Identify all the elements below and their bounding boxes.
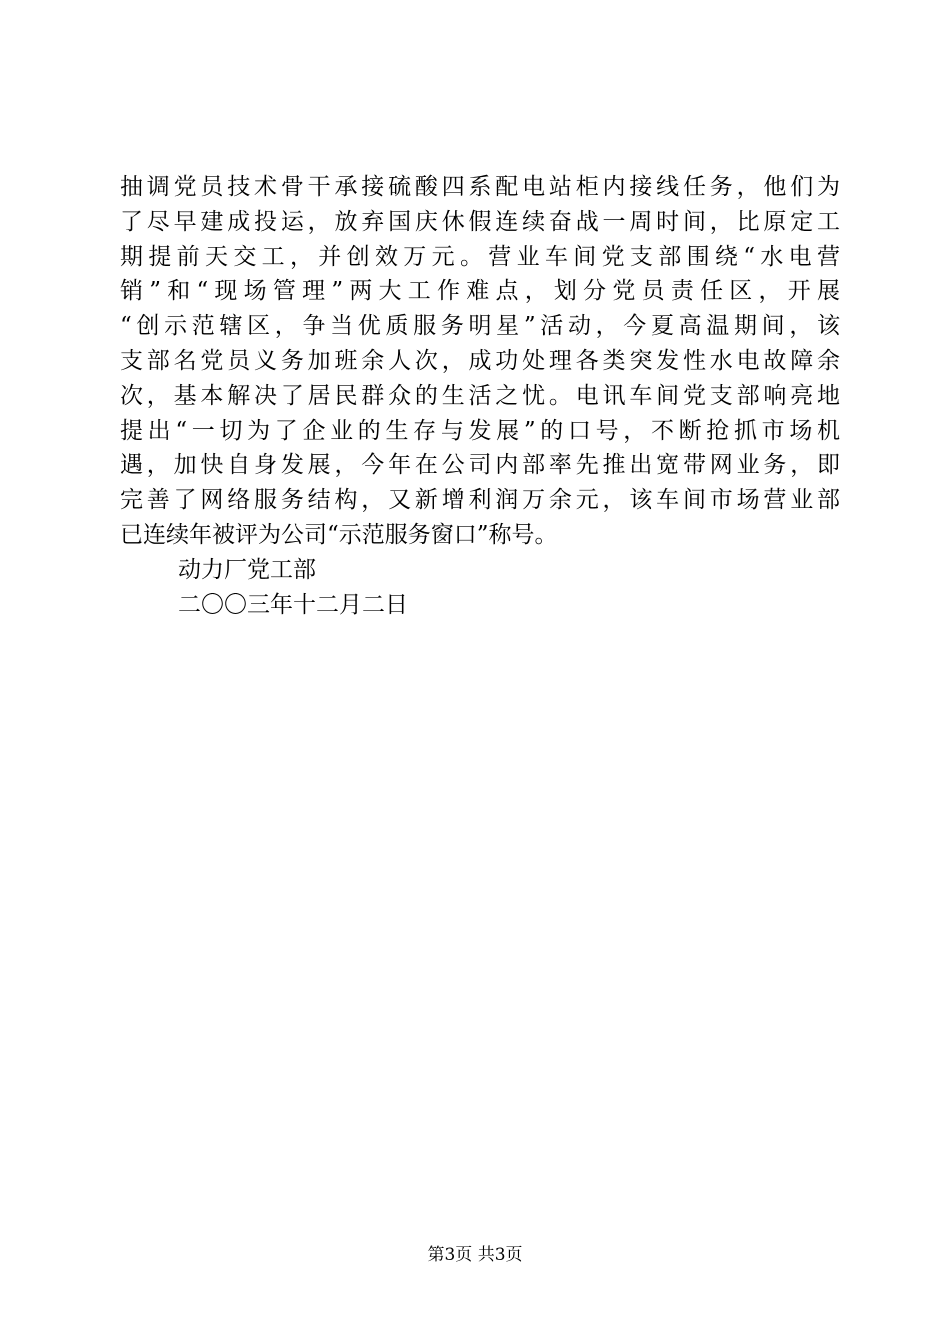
paragraph-line: 销”和“现场管理”两大工作难点，划分党员责任区，开展 [120, 278, 840, 305]
paragraph-line: 支部名党员义务加班余人次，成功处理各类突发性水电故障余 [120, 347, 840, 374]
paragraph-line: 已连续年被评为公司“示范服务窗口”称号。 [120, 521, 558, 548]
signature-organization: 动力厂党工部 [178, 556, 316, 583]
page-number-label: 第3页 共3页 [427, 1245, 523, 1265]
page-footer [0, 1242, 950, 1268]
paragraph-line: 完善了网络服务结构，又新增利润万余元，该车间市场营业部 [120, 487, 840, 514]
paragraph-line: 提出“一切为了企业的生存与发展”的口号，不断抢抓市场机 [120, 417, 840, 444]
paragraph-line: 次，基本解决了居民群众的生活之忧。电讯车间党支部响亮地 [120, 382, 840, 409]
paragraph-line: 了尽早建成投运，放弃国庆休假连续奋战一周时间，比原定工 [120, 208, 840, 235]
body-paragraph [120, 170, 840, 622]
paragraph-line: 抽调党员技术骨干承接硫酸四系配电站柜内接线任务，他们为 [120, 174, 840, 200]
signature-date: 二〇〇三年十二月二日 [178, 591, 408, 618]
paragraph-line: “创示范辖区，争当优质服务明星”活动，今夏高温期间，该 [120, 313, 840, 340]
paragraph-line: 遇，加快自身发展，今年在公司内部率先推出宽带网业务，即 [120, 452, 840, 479]
paragraph-line: 期提前天交工，并创效万元。营业车间党支部围绕“水电营 [120, 243, 840, 270]
